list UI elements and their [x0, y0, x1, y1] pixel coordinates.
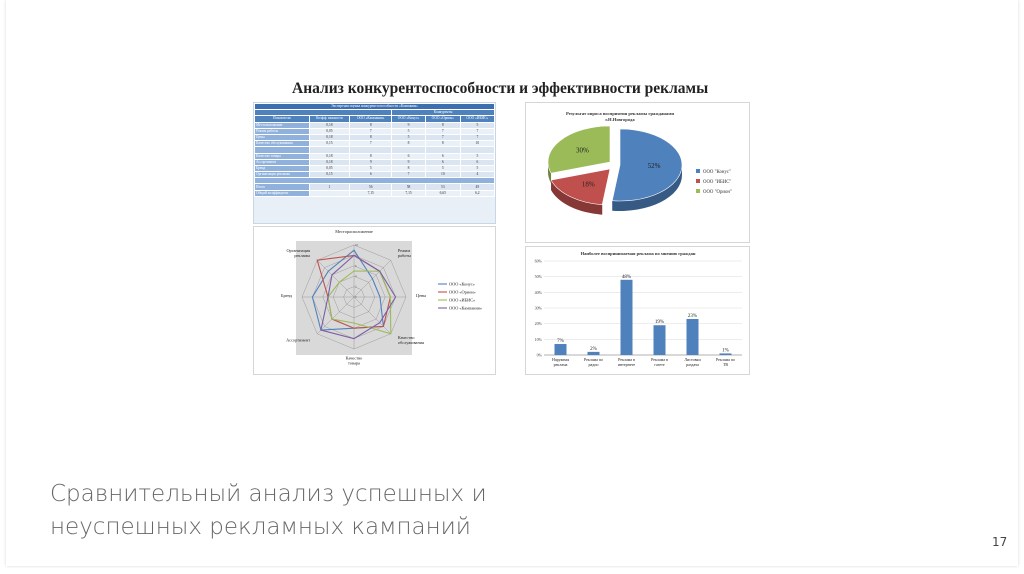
radar-axis-label-line: Организация — [286, 248, 311, 254]
page-number: 17 — [992, 535, 1008, 549]
bar-y-tick-label: 40% — [534, 289, 542, 295]
radar-axis-label-line: Цены — [416, 293, 427, 298]
table-cell: Коэфф. важности — [309, 116, 350, 122]
table-cell: 8 — [392, 165, 426, 171]
pie-data-label: 30% — [575, 146, 589, 155]
table-cell: 7 — [425, 134, 460, 140]
bar-y-tick-label: 30% — [534, 305, 542, 311]
radar-legend-label: ООО «Конус» — [449, 281, 475, 287]
bar-title: Наиболее воспринимаемая реклама по мнению граждан — [580, 251, 696, 256]
table-cell: ООО «Конус» — [392, 116, 426, 122]
radar-axis-label-line: Месторасположение — [335, 229, 373, 234]
pie-title-line-2: г.Н.Новгорода — [605, 117, 635, 122]
table-cell: Качество обслуживания — [255, 141, 310, 147]
table-cell: 5 — [392, 134, 426, 140]
table-cell: Ассортимент — [255, 159, 310, 165]
pie-data-label: 18% — [581, 180, 595, 189]
table-cell: 5 — [425, 165, 460, 171]
figure-title: Анализ конкурентоспособности и эффективности рекламы — [292, 80, 709, 97]
bar — [621, 280, 633, 355]
bar-chart-panel — [525, 246, 750, 375]
pie-legend-label: ООО "Орион" — [703, 190, 732, 195]
radar-tick-label: 2 — [355, 284, 357, 289]
bar-data-label: 48% — [621, 274, 632, 280]
table-cell: 49 — [460, 184, 494, 190]
table-cell: 6 — [392, 153, 426, 159]
radar-axis-label — [281, 293, 293, 298]
table-cell: 4 — [460, 172, 494, 178]
table-cell: Качество товара — [255, 153, 310, 159]
table-cell: 10 — [460, 141, 494, 147]
bar-x-tick-label-line: Реклама по — [583, 357, 604, 362]
bar-data-label: 7% — [557, 339, 564, 345]
table-cell: 7,15 — [392, 190, 426, 196]
bar-chart — [526, 247, 749, 374]
bar-data-label: 1% — [722, 348, 729, 354]
bar-x-tick-label-line: Реклама в — [651, 357, 668, 362]
bar-x-tick-label — [716, 357, 735, 367]
radar-axis-label-line: Режим — [397, 248, 411, 254]
bar-y-tick-label: 0% — [536, 352, 542, 358]
table-cell: 8 — [425, 122, 460, 128]
radar-axis-label — [346, 356, 363, 366]
table-cell: 0,05 — [309, 165, 350, 171]
table-cell: 7 — [392, 172, 426, 178]
table-cell: Организация рекламы — [255, 172, 310, 178]
pie-chart — [526, 103, 749, 242]
table-cell: 5 — [460, 153, 494, 159]
radar-legend-label: ООО «ИБИС» — [449, 297, 476, 303]
bar — [588, 352, 600, 355]
bar — [555, 344, 567, 355]
bar-y-tick-label: 50% — [534, 274, 542, 280]
bar-x-tick-label-line: раздача — [686, 362, 699, 367]
bar-x-tick-label-line: Реклама по — [715, 357, 736, 362]
table-cell: 6,2 — [460, 190, 494, 196]
bar-y-tick-label: 60% — [534, 258, 542, 264]
radar-legend-label: ООО «Кампания» — [449, 305, 482, 311]
table-cell: 7,15 — [350, 190, 392, 196]
radar-tick-label: 4 — [355, 274, 357, 279]
pie-legend-swatch — [696, 189, 700, 193]
table-cell: 8 — [350, 134, 392, 140]
table-cell: 7 — [425, 128, 460, 134]
radar-axis-label — [398, 335, 424, 345]
bar-x-tick-label-line: газете — [654, 362, 665, 367]
bar-data-label: 23% — [687, 313, 698, 319]
pie-legend-label: ООО "ИБИС" — [703, 180, 732, 185]
bar-x-tick-label-line: ТВ — [722, 362, 729, 367]
table-cell: 0,15 — [309, 141, 350, 147]
subtitle-line-1: Сравнительный анализ успешных и — [50, 481, 487, 507]
table-cell: 6 — [425, 153, 460, 159]
table-cell: 0,18 — [309, 134, 350, 140]
table-group-cell: Конкуренты — [392, 110, 495, 116]
radar-axis-label-line: Качество — [397, 334, 415, 340]
table-cell: 1 — [309, 184, 350, 190]
table-cell: Цены — [255, 134, 310, 140]
radar-chart — [254, 227, 495, 374]
bar-x-tick-label-line: Листовки — [684, 357, 701, 362]
table-coefficient-row — [255, 190, 495, 196]
table-cell: 8 — [350, 122, 392, 128]
radar-tick-label: 10 — [355, 243, 358, 247]
table-cell: Показатели — [255, 116, 310, 122]
bar-x-tick-label-line: Наружная — [551, 357, 570, 362]
table-cell: 8 — [392, 141, 426, 147]
table-grid — [254, 103, 495, 197]
table-cell: Режим работы — [255, 128, 310, 134]
pie-legend-swatch — [696, 179, 700, 183]
radar-axis-label — [286, 248, 310, 258]
bar-x-tick-label — [618, 357, 635, 367]
table-cell: Местоположение — [255, 122, 310, 128]
table-cell: 0,15 — [309, 172, 350, 178]
table-cell: 5 — [350, 165, 392, 171]
bar — [687, 319, 699, 355]
table-cell: 7 — [460, 134, 494, 140]
table-cell: Бренд — [255, 165, 310, 171]
radar-axis-label-line: товара — [348, 360, 360, 366]
table-cell: 9 — [392, 159, 426, 165]
pie-data-label: 52% — [647, 162, 661, 171]
table-cell: Итого — [255, 184, 310, 190]
radar-axis-label — [286, 337, 310, 342]
radar-legend-label: ООО «Орион» — [449, 289, 476, 295]
radar-axis-label-line: рекламы — [294, 253, 311, 259]
bar-x-tick-label-line: интернете — [617, 362, 636, 367]
table-cell: ООО «ИБИС» — [460, 116, 494, 122]
bar — [720, 353, 732, 355]
bar-x-tick-label-line: реклама — [553, 362, 568, 367]
bar-x-tick-label — [684, 357, 701, 367]
table-cell: 53 — [425, 184, 460, 190]
pie-legend-label: ООО "Конус" — [703, 170, 731, 175]
table-cell: 10 — [425, 172, 460, 178]
table-cell: 6 — [350, 172, 392, 178]
table-cell: 0,18 — [309, 159, 350, 165]
table-cell: 7 — [350, 128, 392, 134]
slide-subtitle — [50, 478, 487, 544]
radar-axis-label-line: Бренд — [280, 293, 292, 298]
table-cell: 6,65 — [425, 190, 460, 196]
pie-title-line-1: Результат опроса восприятия рекламы гражданами — [565, 111, 675, 116]
radar-axis-label-line: Качество — [345, 355, 363, 361]
table-cell: 7 — [460, 128, 494, 134]
radar-tick-label: 0 — [355, 295, 357, 299]
bar-y-tick-label: 10% — [534, 336, 542, 342]
table-cell: 0,18 — [309, 122, 350, 128]
table-cell: 5 — [460, 122, 494, 128]
table-caption: Экспертная оценка конкурентоспособности «Кампания» — [255, 104, 495, 110]
pie-legend-swatch — [696, 169, 700, 173]
pie-slice-group — [551, 169, 610, 215]
table-cell: 0,05 — [309, 128, 350, 134]
pie-chart-panel — [525, 102, 750, 243]
bar-data-label: 19% — [654, 320, 665, 326]
subtitle-line-2: неуспешных рекламных кампаний — [50, 514, 471, 540]
competitiveness-table — [253, 102, 496, 224]
radar-axis-label-line: работы — [397, 253, 411, 259]
slide — [6, 0, 1018, 566]
table-cell: 8 — [350, 153, 392, 159]
radar-axis-label-line: Ассортимент — [286, 337, 311, 343]
table-cell: 58 — [392, 184, 426, 190]
radar-axis-label — [398, 248, 411, 258]
bar-x-tick-label — [651, 357, 668, 367]
table-cell: ООО «Кампания» — [350, 116, 392, 122]
table-cell: Общий коэффициент — [255, 190, 310, 196]
table-cell: 0,18 — [309, 153, 350, 159]
bar-x-tick-label — [552, 357, 569, 367]
bar-data-label: 2% — [590, 346, 597, 352]
table-cell: 56 — [350, 184, 392, 190]
bar-x-tick-label-line: радио — [588, 362, 599, 367]
table-cell: ООО «Орион» — [425, 116, 460, 122]
table-cell — [309, 190, 350, 196]
table-cell: 6 — [425, 159, 460, 165]
table-cell: 9 — [350, 159, 392, 165]
bar-y-tick-label: 20% — [534, 321, 542, 327]
radar-axis-label-line: обслуживания — [397, 339, 425, 345]
radar-tick-label: 8 — [355, 253, 357, 258]
bar-x-tick-label — [584, 357, 603, 367]
table-cell: 5 — [392, 128, 426, 134]
pie-slice-group — [612, 129, 682, 211]
radar-tick-label: 6 — [355, 263, 357, 268]
table-cell: 7 — [350, 141, 392, 147]
radar-axis-label — [416, 293, 426, 298]
radar-axis-label — [335, 229, 373, 234]
bar — [654, 325, 666, 355]
table-cell: 5 — [460, 165, 494, 171]
table-cell: 8 — [425, 141, 460, 147]
table-cell: 6 — [460, 159, 494, 165]
bar-x-tick-label-line: Реклама в — [618, 357, 635, 362]
radar-chart-panel — [253, 226, 496, 375]
table-cell: 9 — [392, 122, 426, 128]
